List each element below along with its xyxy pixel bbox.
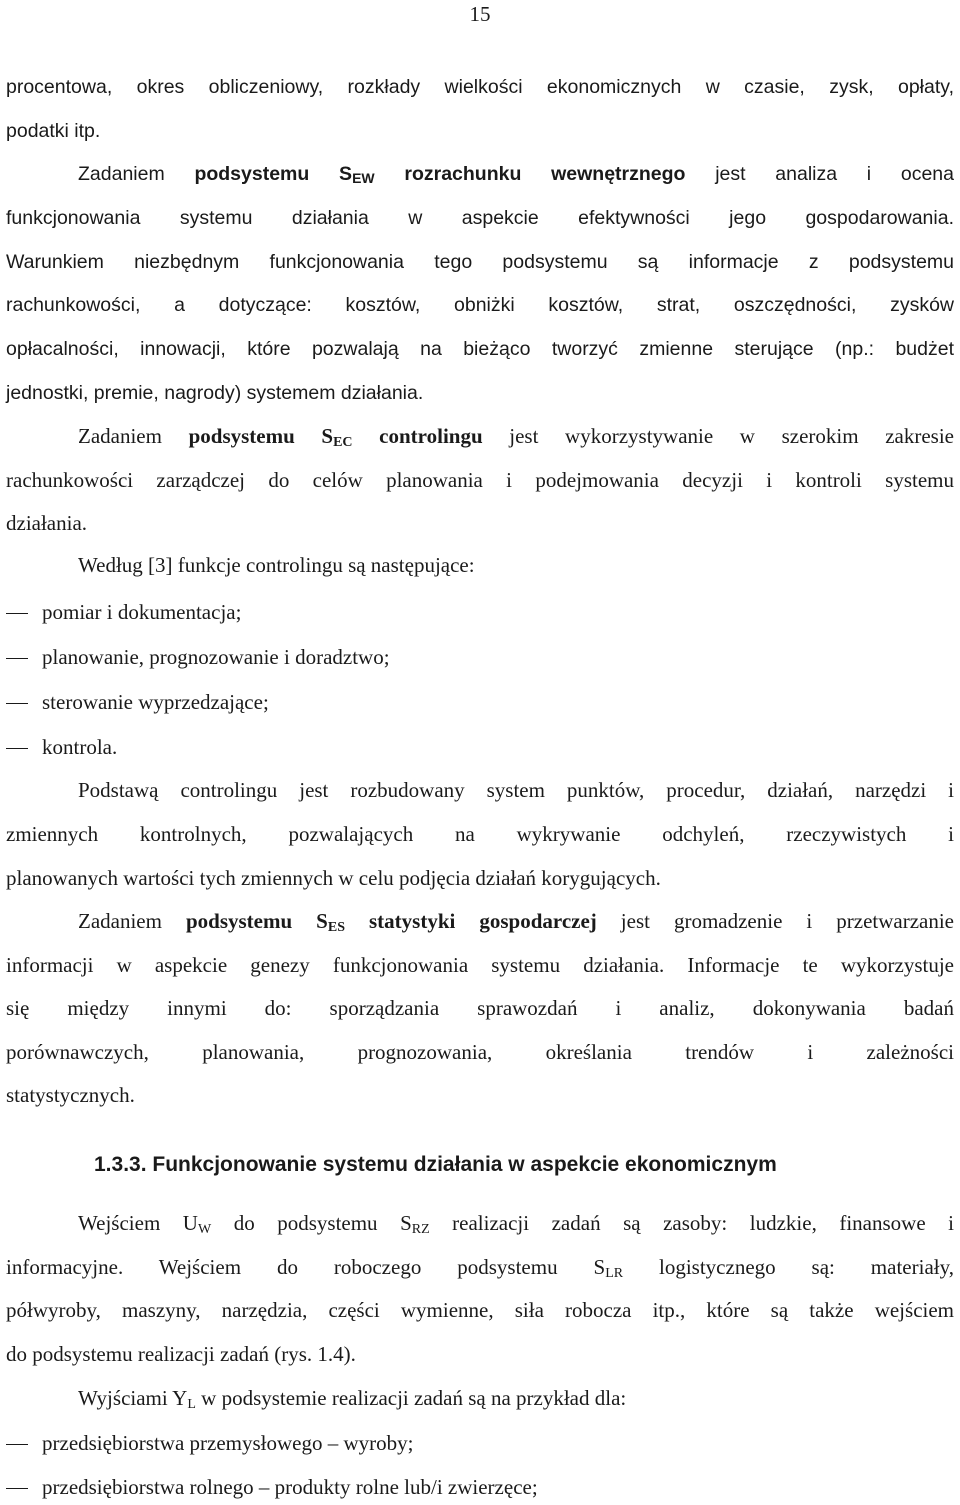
- dash-bullet: [6, 748, 28, 749]
- p2-term-text: podsystemu S: [194, 163, 353, 185]
- p3-line-3: działania.: [6, 511, 88, 535]
- p2-line-3: Warunkiem niezbędnym funkcjonowania tego podsystemu są informacje z podsystemu: [6, 251, 954, 273]
- p3-term: [189, 424, 483, 448]
- dash-bullet: [6, 1444, 28, 1445]
- p7-text-b: do podsystemu S: [211, 1211, 412, 1235]
- p6-line-1: [78, 906, 954, 936]
- p6-term-rest: statystyki gospodarczej: [344, 909, 597, 933]
- p3-term-sub: EC: [333, 435, 353, 450]
- section-heading: 1.3.3. Funkcjonowanie systemu działania w aspekcie ekonomicznym: [94, 1153, 777, 1176]
- list-item: [6, 1472, 954, 1502]
- p7-text-e: logistycznego są: materiały,: [623, 1255, 954, 1279]
- p8-sub: L: [187, 1397, 196, 1412]
- p7-line-3: półwyroby, maszyny, narzędzia, części wymienne, siła robocza itp., które są także wejściem: [6, 1298, 954, 1322]
- p2-term: [194, 163, 685, 185]
- p3-line-1: [78, 421, 954, 451]
- p7-text-c: realizacji zadań są zasoby: ludzkie, finansowe i: [429, 1211, 954, 1235]
- p3-term-text: podsystemu S: [188, 424, 334, 448]
- dash-bullet: [6, 1488, 28, 1489]
- list-item: [6, 1428, 954, 1458]
- p5-line-3: planowanych wartości tych zmiennych w celu podjęcia działań korygujących.: [6, 866, 661, 890]
- p6-rest: jest gromadzenie i przetwarzanie: [596, 909, 955, 933]
- p5-line-1: Podstawą controlingu jest rozbudowany system punktów, procedur, działań, narzędzi i: [78, 778, 954, 802]
- p7-line-2: [6, 1252, 954, 1282]
- p2-lead: Zadaniem: [78, 163, 195, 185]
- p7-text-d: informacyjne. Wejściem do roboczego podsystemu S: [6, 1255, 606, 1279]
- p7-sub-2: RZ: [411, 1222, 430, 1237]
- p7-text-a: Wejściem U: [78, 1211, 198, 1235]
- p2-line-5: opłacalności, innowacji, które pozwalają na bieżąco tworzyć zmienne sterujące (np.: budżet: [6, 338, 954, 360]
- dash-bullet: [6, 613, 28, 614]
- p6-term-sub: ES: [327, 920, 345, 935]
- p3-rest: jest wykorzystywanie w szerokim zakresie: [482, 424, 954, 448]
- p8-text-a: Wyjściami Y: [78, 1386, 188, 1410]
- p6-term-text: podsystemu S: [185, 909, 328, 933]
- p7-sub-1: W: [197, 1222, 212, 1237]
- p6-line-4: porównawczych, planowania, prognozowania, określania trendów i zależności: [6, 1040, 954, 1064]
- dash-bullet: [6, 658, 28, 659]
- p2-line-2: funkcjonowania systemu działania w aspekcie efektywności jego gospodarowania.: [6, 207, 954, 229]
- p6-line-2: informacji w aspekcie genezy funkcjonowania systemu działania. Informacje te wykorzystuje: [6, 953, 954, 977]
- p7-line-1: [78, 1208, 954, 1238]
- p2-term-rest: rozrachunku wewnętrznego: [374, 163, 686, 185]
- p2-line-4: rachunkowości, a dotyczące: kosztów, obniżki kosztów, strat, oszczędności, zysków: [6, 294, 954, 316]
- p6-term: [186, 909, 597, 933]
- p5-line-2: zmiennych kontrolnych, pozwalających na wykrywanie odchyleń, rzeczywistych i: [6, 822, 954, 846]
- list-item: [6, 687, 954, 717]
- p7-sub-3: LR: [605, 1266, 624, 1281]
- p6-line-3: się między innymi do: sporządzania sprawozdań i analiz, dokonywania badań: [6, 996, 954, 1020]
- list-item-text: przedsiębiorstwa przemysłowego – wyroby;: [42, 1431, 414, 1455]
- p2-line-1: [78, 159, 954, 189]
- p8-line-1: [78, 1383, 954, 1413]
- p4-intro: Według [3] funkcje controlingu są następujące:: [78, 553, 475, 577]
- list-item: [6, 642, 954, 672]
- list-item-text: kontrola.: [42, 735, 118, 759]
- list-item-text: planowanie, prognozowanie i doradztwo;: [42, 645, 390, 669]
- p1-line-2: podatki itp.: [6, 120, 101, 142]
- page-number: 15: [469, 2, 491, 26]
- p2-line-6: jednostki, premie, nagrody) systemem działania.: [6, 382, 424, 404]
- list-item-text: pomiar i dokumentacja;: [42, 600, 242, 624]
- p6-lead: Zadaniem: [78, 909, 186, 933]
- dash-bullet: [6, 703, 28, 704]
- p3-line-2: rachunkowości zarządczej do celów planowania i podejmowania decyzji i kontroli systemu: [6, 468, 954, 492]
- p8-text-b: w podsystemie realizacji zadań są na przykład dla:: [195, 1386, 627, 1410]
- p2-rest: jest analiza i ocena: [685, 163, 954, 185]
- list-item-text: sterowanie wyprzedzające;: [42, 690, 269, 714]
- p7-line-4: do podsystemu realizacji zadań (rys. 1.4).: [6, 1342, 356, 1366]
- list-item: [6, 597, 954, 627]
- p2-term-sub: EW: [352, 170, 375, 186]
- list-item-text: przedsiębiorstwa rolnego – produkty rolne lub/i zwierzęce;: [42, 1475, 538, 1499]
- p6-line-5: statystycznych.: [6, 1083, 135, 1107]
- p3-lead: Zadaniem: [78, 424, 189, 448]
- list-item: [6, 732, 954, 762]
- p1-line-1: procentowa, okres obliczeniowy, rozkłady wielkości ekonomicznych w czasie, zysk, opłaty,: [6, 76, 954, 98]
- p3-term-rest: controlingu: [352, 424, 483, 448]
